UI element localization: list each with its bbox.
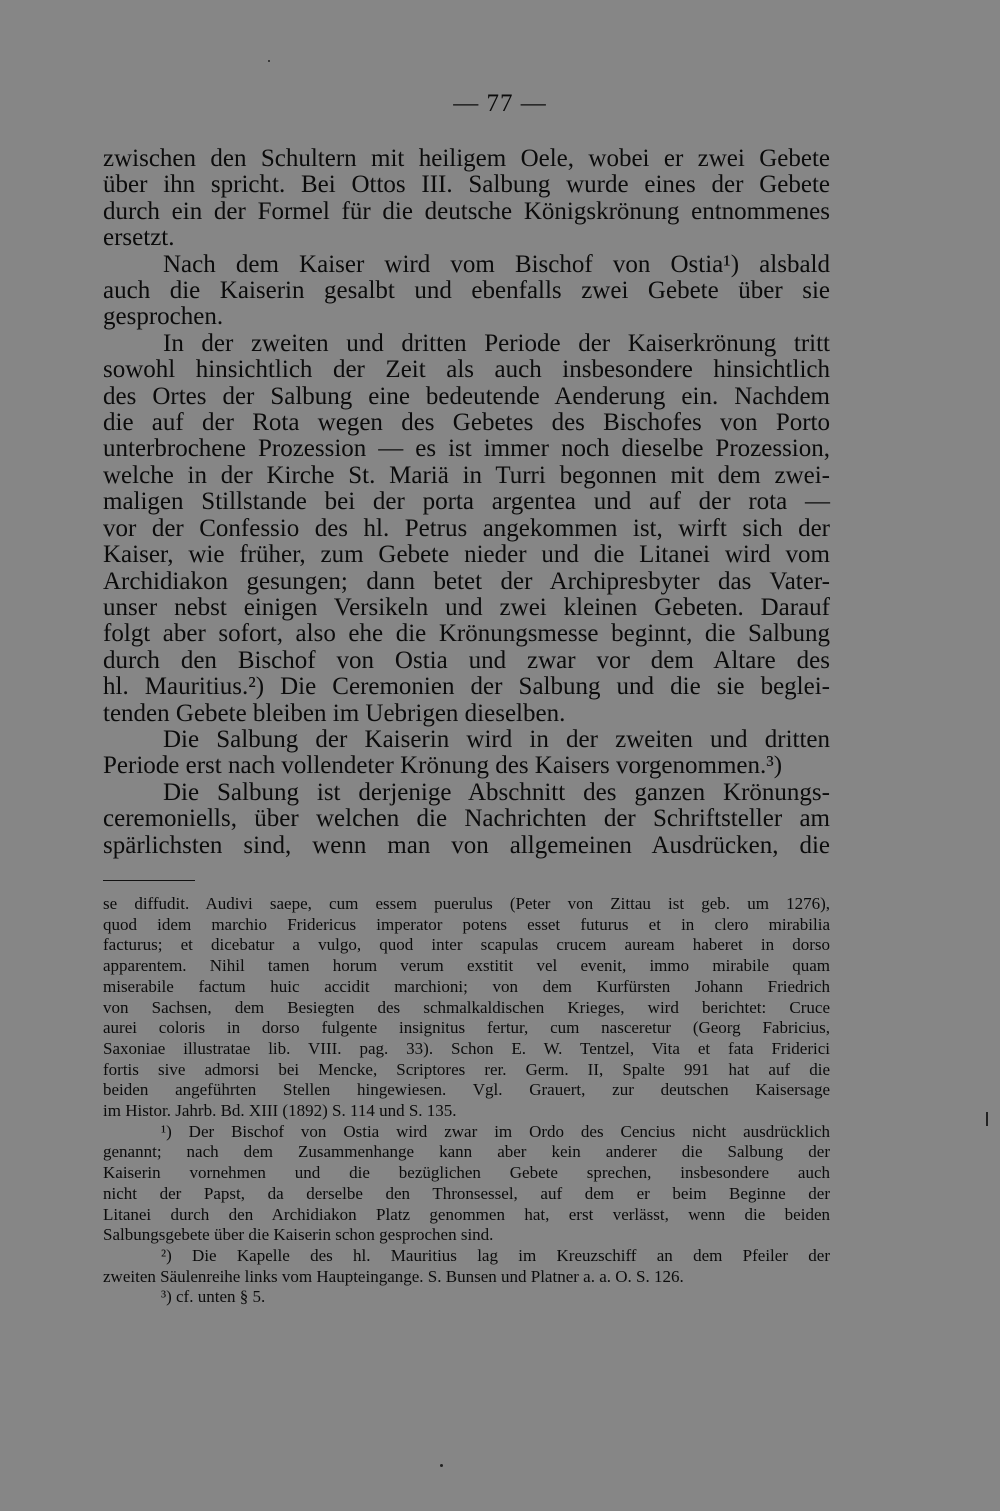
paragraph: [103, 780, 830, 859]
text-line: spärlichsten sind, wenn man von allgemeinen Ausdrücken, die: [103, 831, 830, 859]
text-line: quod idem marchio Fridericus imperator potens esset futurus et in clero mirabilia: [103, 914, 830, 934]
text-line: auch die Kaiserin gesalbt und ebenfalls zwei Gebete über sie: [103, 277, 830, 305]
text-line: Die Salbung der Kaiserin wird in der zweiten und dritten: [163, 725, 830, 753]
text-line: hl. Mauritius.²) Die Ceremonien der Salbung und die sie beglei-: [103, 673, 830, 701]
text-line: über ihn spricht. Bei Ottos III. Salbung wurde eines der Gebete: [103, 171, 830, 199]
footnote: [103, 1246, 830, 1287]
text-line: aurei coloris in dorso fulgente insignitus fertur, cum nasceretur (Georg Fabricius,: [103, 1018, 830, 1038]
text-line: tenden Gebete bleiben im Uebrigen dieselben.: [103, 699, 566, 727]
text-line: Nach dem Kaiser wird vom Bischof von Ostia¹) alsbald: [163, 250, 830, 278]
text-line: unser nebst einigen Versikeln und zwei kleinen Gebeten. Darauf: [103, 593, 830, 621]
footnotes: [103, 894, 830, 1308]
scan-speck: [268, 60, 270, 62]
text-line: des Ortes der Salbung eine bedeutende Aenderung ein. Nachdem: [103, 382, 830, 410]
text-line: ersetzt.: [103, 224, 175, 252]
paragraph: [103, 252, 830, 331]
text-line: ceremoniells, über welchen die Nachrichten der Schriftsteller am: [103, 805, 830, 833]
text-line: maligen Stillstande bei der porta argentea und auf der rota —: [103, 488, 830, 516]
text-line: ³) cf. unten § 5.: [161, 1287, 266, 1307]
paragraph: [103, 727, 830, 780]
text-line: Kaiser, wie früher, zum Gebete nieder und die Litanei wird vom: [103, 541, 830, 569]
text-line: apparentem. Nihil tamen horum verum exstitit vel evenit, immo mirabile quam: [103, 956, 830, 976]
page-number: — 77 —: [453, 90, 547, 117]
text-line: miserabile factum huic accidit marchioni; von dem Kurfürsten Johann Friedrich: [103, 976, 830, 996]
text-line: folgt aber sofort, also ehe die Krönungsmesse beginnt, die Salbung: [103, 620, 830, 648]
text-line: Archidiakon gesungen; dann betet der Archipresbyter das Vater-: [103, 567, 830, 595]
main-text: [103, 146, 830, 859]
text-line: ²) Die Kapelle des hl. Mauritius lag im Kreuzschiff an dem Pfeiler der: [161, 1245, 830, 1265]
text-line: vor der Confessio des hl. Petrus angekommen ist, wirft sich der: [103, 514, 830, 542]
text-line: beiden angeführten Stellen hingewiesen. Vgl. Grauert, zur deutschen Kaisersage: [103, 1080, 830, 1100]
footnote: [103, 1287, 830, 1308]
text-line: durch den Bischof von Ostia und zwar vor dem Altare des: [103, 646, 830, 674]
footnote: [103, 894, 830, 1122]
text-line: facturus; et dicebatur a vulgo, quod inter scapulas crucem auream haberet in dorso: [103, 935, 830, 955]
footnote: [103, 1122, 830, 1246]
text-line: sowohl hinsichtlich der Zeit als auch insbesondere hinsichtlich: [103, 356, 830, 384]
text-line: Saxoniae illustratae lib. VIII. pag. 33). Schon E. W. Tentzel, Vita et fata Friderici: [103, 1038, 830, 1058]
text-line: nicht der Papst, da derselbe den Thronsessel, auf dem er beim Beginne der: [103, 1183, 830, 1203]
text-line: Litanei durch den Archidiakon Platz genommen hat, erst verlässt, wenn die beiden: [103, 1204, 830, 1224]
text-line: ¹) Der Bischof von Ostia wird zwar im Ordo des Cencius nicht ausdrücklich: [161, 1121, 830, 1141]
text-line: die auf der Rota wegen des Gebetes des Bischofes von Porto: [103, 409, 830, 437]
text-line: In der zweiten und dritten Periode der Kaiserkrönung tritt: [163, 329, 830, 357]
paragraph: [103, 146, 830, 252]
text-line: welche in der Kirche St. Mariä in Turri begonnen mit dem zwei-: [103, 461, 830, 489]
text-line: von Sachsen, dem Besiegten des schmalkaldischen Krieges, wird berichtet: Cruce: [103, 997, 830, 1017]
paragraph: [103, 331, 830, 727]
text-line: unterbrochene Prozession — es ist immer noch dieselbe Prozession,: [103, 435, 830, 463]
text-line: se diffudit. Audivi saepe, cum essem puerulus (Peter von Zittau ist geb. um 1276),: [103, 894, 830, 913]
text-line: gesprochen.: [103, 303, 224, 331]
scan-speck: [440, 1464, 443, 1467]
text-line: Kaiserin vornehmen und die bezüglichen Gebete sprechen, insbesondere auch: [103, 1163, 830, 1183]
text-line: Salbungsgebete über die Kaiserin schon gesprochen sind.: [103, 1225, 494, 1245]
text-line: zwischen den Schultern mit heiligem Oele, wobei er zwei Gebete: [103, 145, 830, 172]
text-line: durch ein der Formel für die deutsche Königskrönung entnommenes: [103, 197, 830, 225]
text-line: fortis sive admorsi bei Mencke, Scriptores rer. Germ. II, Spalte 991 hat auf die: [103, 1059, 830, 1079]
text-line: genannt; nach dem Zusammenhange kann aber kein anderer die Salbung der: [103, 1142, 830, 1162]
text-line: Die Salbung ist derjenige Abschnitt des ganzen Krönungs-: [163, 778, 830, 806]
text-line: im Histor. Jahrb. Bd. XIII (1892) S. 114 und S. 135.: [103, 1101, 457, 1121]
footnote-separator: [103, 880, 195, 881]
text-line: zweiten Säulenreihe links vom Haupteingange. S. Bunsen und Platner a. a. O. S. 126.: [103, 1266, 684, 1286]
text-line: Periode erst nach vollendeter Krönung des Kaisers vorgenommen.³): [103, 752, 783, 780]
scan-mark: [986, 1112, 988, 1126]
